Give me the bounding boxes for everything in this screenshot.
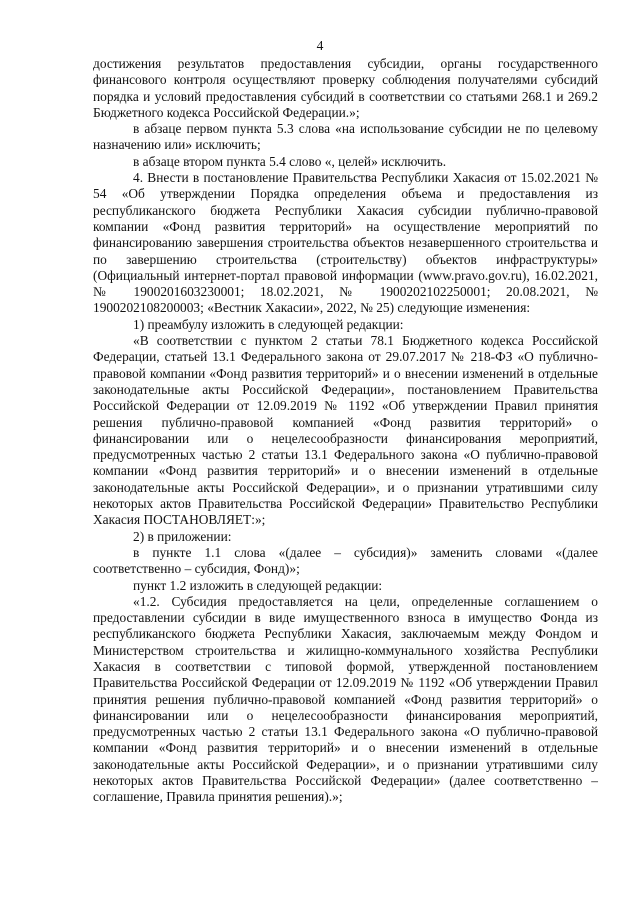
- paragraph-continuation: достижения результатов предоставления субсидии, органы государственного финансового контроля осуществляют проверку соблюдения получателями субсидий порядка и условий предоставления субсидий в соответствии со статьями 268.1 и 269.2 Бюджетного кодекса Российской Федерации.»;: [93, 56, 598, 120]
- paragraph-item-1-2-heading: пункт 1.2 изложить в следующей редакции:: [133, 577, 383, 593]
- page-number: 4: [316, 38, 324, 53]
- paragraph-appendix-heading: 2) в приложении:: [133, 528, 232, 544]
- paragraph-item-5-3: в абзаце первом пункта 5.3 слова «на использование субсидии не по целевому назначению или» исключить;: [93, 121, 598, 153]
- paragraph-preamble-text: «В соответствии с пунктом 2 статьи 78.1 Бюджетного кодекса Российской Федерации, статьей 13.1 Федерального закона от 29.07.2017 № 218-ФЗ «О публично-правовой компании «Фонд развития территорий» и о внесении изменений в отдельные законодательные акты Российской Федерации», постановлением Правительства Российской Федерации от 12.09.2019 № 1192 «Об утверждении Правил принятия решения публично-правовой компанией «Фонд развития территорий» о финансировании или о нецелесообразности финансирования мероприятий, предусмотренных частью 2 статьи 13.1 Федерального закона «О публично-правовой компании «Фонд развития территорий» и о внесении изменений в отдельные законодательные акты Российской Федерации», и о признании утратившими силу некоторых актов Правительства Российской Федерации» Правительство Республики Хакасия ПОСТАНОВЛЯЕТ:»;: [93, 333, 598, 528]
- paragraph-item-5-4: в абзаце втором пункта 5.4 слово «, целей» исключить.: [133, 153, 447, 169]
- paragraph-section-4: 4. Внести в постановление Правительства Республики Хакасия от 15.02.2021 № 54 «Об утверждении Порядка определения объема и предоставления из республиканского бюджета Республики Хакасия субсидии публично-правовой компании «Фонд развития территорий» на осуществление мероприятий по финансированию завершения строительства объектов незавершенного строительства и по завершению строительства (строительству) объектов инфраструктуры» (Официальный интернет-портал правовой информации (www.pravo.gov.ru), 16.02.2021, № 1900201603230001; 18.02.2021, № 1900202102250001; 20.08.2021, № 1900202108200003; «Вестник Хакасии», 2022, № 25) следующие изменения:: [93, 170, 598, 316]
- paragraph-preamble-heading: 1) преамбулу изложить в следующей редакции:: [133, 316, 404, 332]
- paragraph-item-1-1: в пункте 1.1 слова «(далее – субсидия)» заменить словами «(далее соответственно – субсидия, Фонд)»;: [93, 544, 598, 577]
- document-body: [93, 56, 598, 806]
- paragraph-item-1-2-text: «1.2. Субсидия предоставляется на цели, определенные соглашением о предоставлении субсидии в виде имущественного взноса в имущество Фонда из республиканского бюджета Республики Хакасия, заключаемым между Фондом и Министерством строительства и жилищно-коммунального хозяйства Республики Хакасия в соответствии с типовой формой, утвержденной постановлением Правительства Российской Федерации от 12.09.2019 № 1192 «Об утверждении Правил принятия решения публично-правовой компанией «Фонд развития территорий» о финансировании или о нецелесообразности финансирования мероприятий, предусмотренных частью 2 статьи 13.1 Федерального закона «О публично-правовой компании «Фонд развития территорий» и о внесении изменений в отдельные законодательные акты Российской Федерации», и о признании утратившими силу некоторых актов Правительства Российской Федерации» (далее соответственно – соглашение, Правила принятия решения).»;: [93, 593, 598, 805]
